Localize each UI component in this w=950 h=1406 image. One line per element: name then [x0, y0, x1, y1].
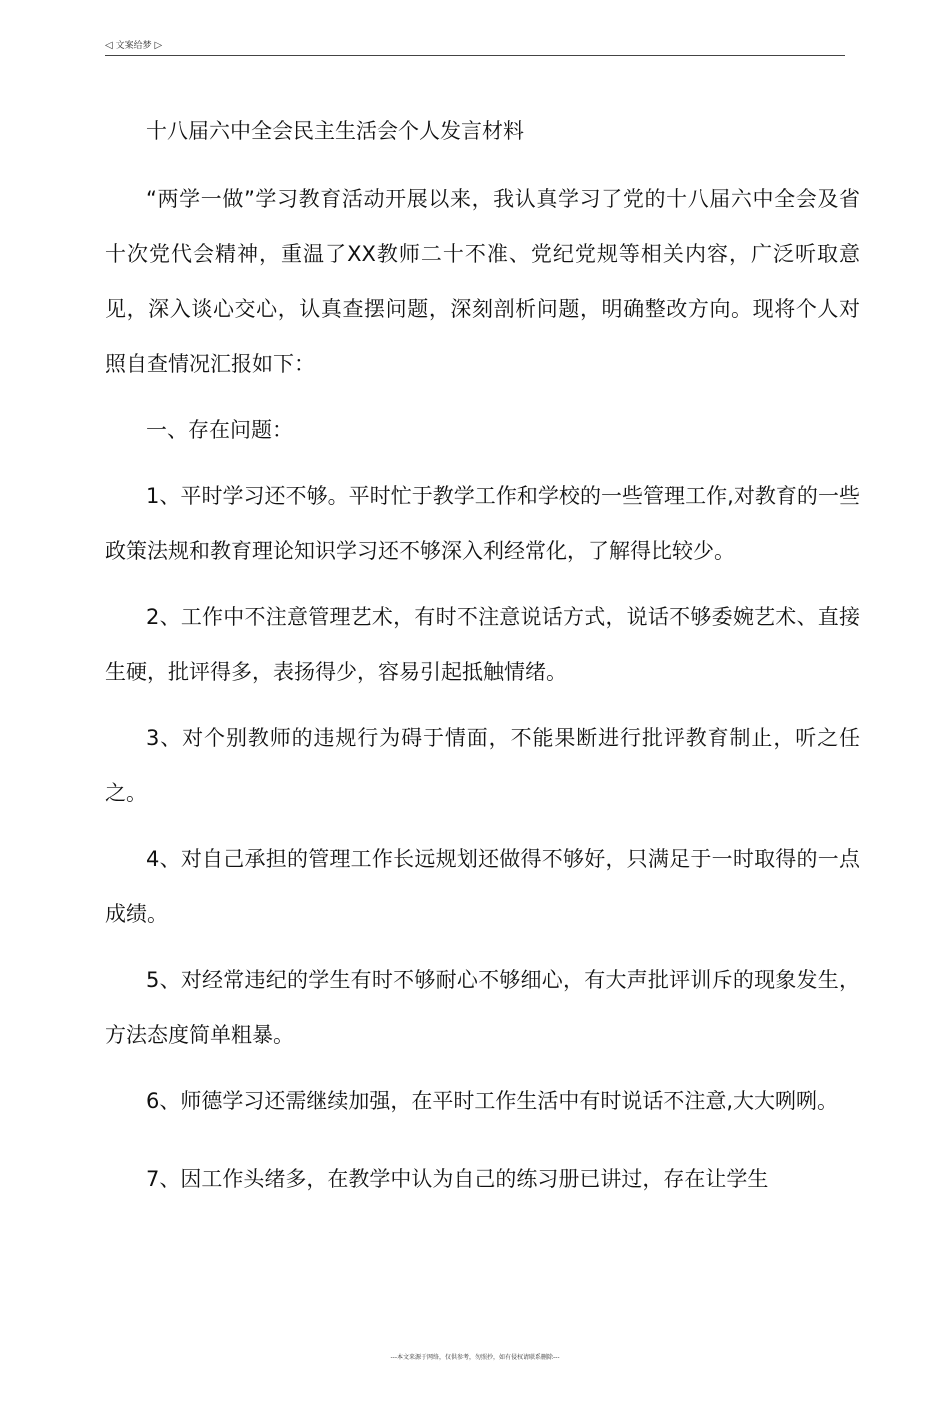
page-footer: ---本文来源于网络，仅供参考，勿照抄，如有侵权请联系删除---: [390, 1354, 560, 1361]
paragraph-item-7: 7、因工作头绪多，在教学中认为自己的练习册已讲过，存在让学生: [146, 1167, 769, 1191]
section-heading-problems: 一、存在问题：: [146, 418, 293, 442]
paragraph-item-2: 2、工作中不注意管理艺术，有时不注意说话方式，说话不够委婉艺术、直接生硬，批评得多，表扬得少，容易引起抵触情绪。: [105, 605, 860, 684]
right-triangle-icon: ▷: [154, 40, 163, 51]
paragraph-item-5: 5、对经常违纪的学生有时不够耐心不够细心，有大声批评训斥的现象发生，方法态度简单粗暴。: [105, 968, 860, 1047]
paragraph-item-3: 3、对个别教师的违规行为碍于情面，不能果断进行批评教育制止，听之任之。: [105, 726, 860, 805]
document-body: [105, 113, 860, 1207]
paragraph-item-1: 1、平时学习还不够。平时忙于教学工作和学校的一些管理工作,对教育的一些政策法规和教育理论知识学习还不够深入利经常化，了解得比较少。: [105, 484, 860, 563]
header-title: 文案给梦: [115, 41, 152, 51]
page-header: [105, 40, 162, 52]
paragraph-intro: “两学一做”学习教育活动开展以来，我认真学习了党的十八届六中全会及省十次党代会精神，重温了XX教师二十不准、党纪党规等相关内容，广泛听取意见，深入谈心交心，认真查摆问题，深刻剖析问题，明确整改方向。现将个人对照自查情况汇报如下：: [105, 187, 860, 376]
paragraph-item-4: 4、对自己承担的管理工作长远规划还做得不够好，只满足于一时取得的一点成绩。: [105, 847, 860, 926]
left-triangle-icon: ◁: [105, 40, 113, 51]
paragraph-item-6: 6、师德学习还需继续加强，在平时工作生活中有时说话不注意,大大咧咧。: [146, 1089, 839, 1113]
header-divider: [105, 55, 845, 56]
document-title: 十八届六中全会民主生活会个人发言材料: [146, 119, 524, 143]
